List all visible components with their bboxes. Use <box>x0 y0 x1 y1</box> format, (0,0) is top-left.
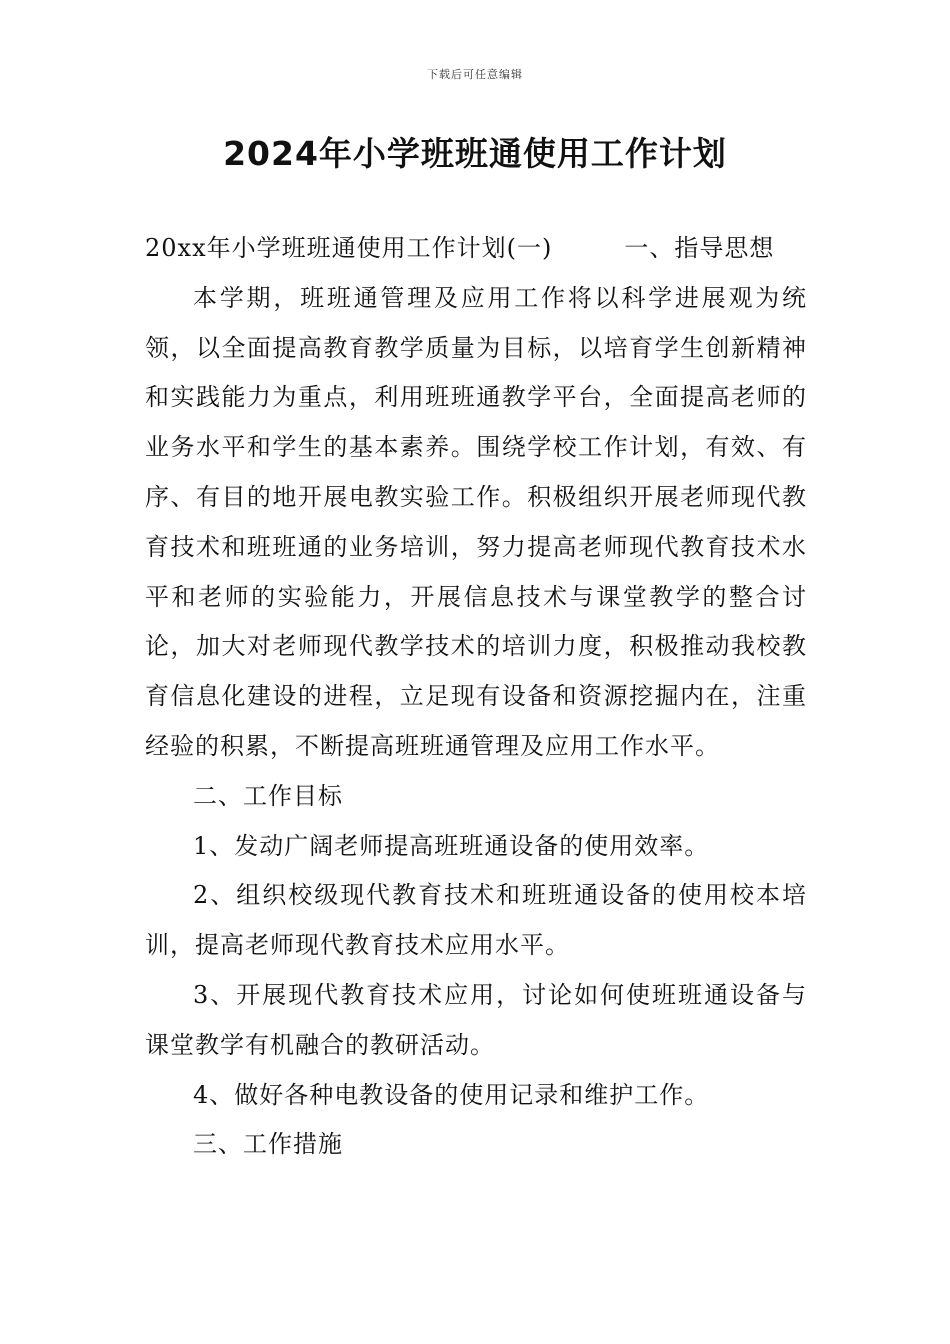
header-note: 下载后可任意编辑 <box>427 68 523 81</box>
paragraph-guiding-ideology: 本学期，班班通管理及应用工作将以科学进展观为统领，以全面提高教育教学质量为目标，以培育学生创新精神和实践能力为重点，利用班班通教学平台，全面提高老师的业务水平和学生的基本素养。围绕学校工作计划，有效、有序、有目的地开展电教实验工作。积极组织开展老师现代教育技术和班班通的业务培训，努力提高老师现代教育技术水平和老师的实验能力，开展信息技术与课堂教学的整合讨论，加大对老师现代教学技术的培训力度，积极推动我校教育信息化建设的进程，立足现有设备和资源挖掘内在，注重经验的积累，不断提高班班通管理及应用工作水平。 <box>145 283 807 760</box>
document-title: 2024年小学班班通使用工作计划 <box>223 134 727 173</box>
section-heading-work-measures: 三、工作措施 <box>193 1130 343 1159</box>
goal-item-3: 3、开展现代教育技术应用，讨论如何使班班通设备与课堂教学有机融合的教研活动。 <box>145 980 807 1059</box>
goal-item-4: 4、做好各种电教设备的使用记录和维护工作。 <box>193 1080 710 1109</box>
goal-item-1: 1、发动广阔老师提高班班通设备的使用效率。 <box>193 831 710 860</box>
subtitle-line <box>145 224 807 274</box>
section-heading-guiding-ideology: 一、指导思想 <box>624 234 775 262</box>
document-subtitle: 20xx年小学班班通使用工作计划(一) <box>145 234 553 262</box>
document-body <box>145 224 807 1170</box>
section-heading-work-goals: 二、工作目标 <box>193 781 343 810</box>
goal-item-2: 2、组织校级现代教育技术和班班通设备的使用校本培训，提高老师现代教育技术应用水平。 <box>145 881 807 960</box>
